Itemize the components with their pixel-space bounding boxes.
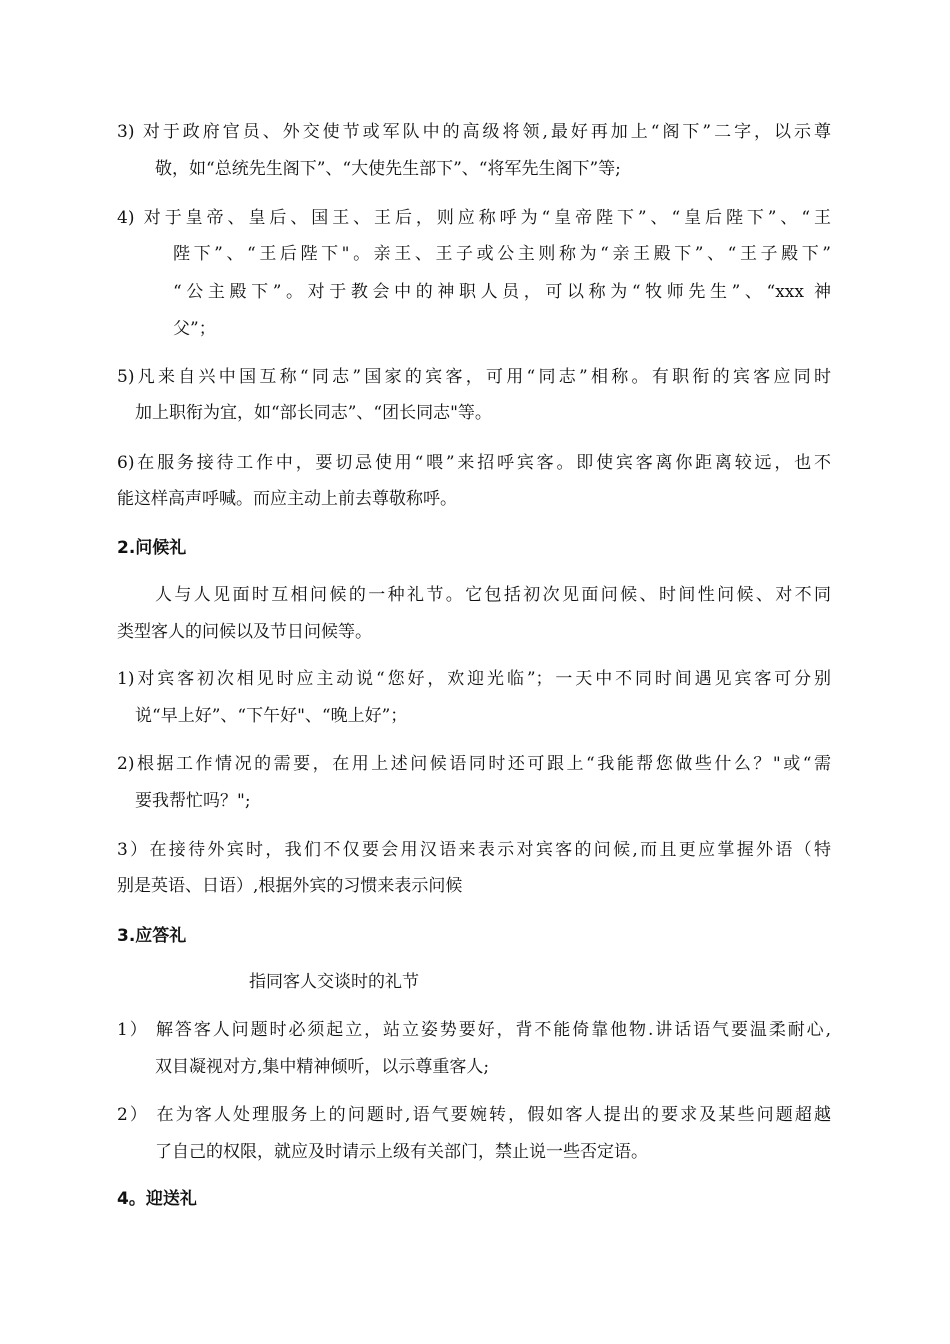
text-line-2: 敬，如“总统先生阁下”、“大使先生部下”、“将军先生阁下”等;: [155, 159, 621, 179]
text-line-14: 1)对宾客初次相见时应主动说“您好，欢迎光临”；一天中不同时间遇见宾客可分别: [117, 669, 831, 689]
text-line-23: 双目凝视对方,集中精神倾听，以示尊重客人;: [155, 1057, 490, 1077]
text-line-15: 说“早上好”、“下午好"、“晚上好”；: [135, 706, 408, 726]
text-line-17: 要我帮忙吗？";: [135, 791, 251, 811]
section-heading-4: 4。迎送礼: [117, 1189, 197, 1209]
text-line-13: 类型客人的问候以及节日问候等。: [117, 622, 372, 642]
text-line-8: 加上职衔为宜，如“部长同志”、“团长同志"等。: [135, 403, 492, 423]
text-line-22: 1） 解答客人问题时必须起立，站立姿势要好，背不能倚靠他物.讲话语气要温柔耐心,: [117, 1020, 831, 1040]
text-line-12: 人与人见面时互相问候的一种礼节。它包括初次见面问候、时间性问候、对不同: [155, 585, 831, 605]
text-line-10: 能这样高声呼喊。而应主动上前去尊敬称呼。: [117, 489, 457, 509]
text-line-25: 了自己的权限，就应及时请示上级有关部门，禁止说一些否定语。: [155, 1142, 648, 1162]
section-heading-2: 2.问候礼: [117, 538, 187, 558]
text-line-7: 5)凡来自兴中国互称“同志”国家的宾客，可用“同志”相称。有职衔的宾客应同时: [117, 367, 831, 387]
text-line-5: “公主殿下”。对于教会中的神职人员，可以称为“牧师先生”、“xxx 神: [173, 282, 831, 302]
text-line-6: 父”；: [173, 319, 216, 339]
text-line-18: 3）在接待外宾时，我们不仅要会用汉语来表示对宾客的问候,而且更应掌握外语（特: [117, 840, 831, 860]
text-line-21: 指同客人交谈时的礼节: [249, 972, 419, 992]
text-line-4: 陛下”、“王后陛下"。亲王、王子或公主则称为“亲王殿下”、“王子殿下”: [173, 244, 831, 264]
text-line-3: 4) 对于皇帝、皇后、国王、王后，则应称呼为“皇帝陛下”、“皇后陛下”、“王: [117, 208, 831, 228]
text-line-24: 2） 在为客人处理服务上的问题时,语气要婉转，假如客人提出的要求及某些问题超越: [117, 1105, 831, 1125]
text-line-19: 别是英语、日语）,根据外宾的习惯来表示问候: [117, 876, 463, 896]
text-line-9: 6)在服务接待工作中，要切忌使用“喂”来招呼宾客。即使宾客离你距离较远，也不: [117, 453, 831, 473]
section-heading-3: 3.应答礼: [117, 926, 187, 946]
text-line-1: 3) 对于政府官员、外交使节或军队中的高级将领,最好再加上“阁下”二字，以示尊: [117, 122, 831, 142]
text-line-16: 2)根据工作情况的需要，在用上述问候语同时还可跟上“我能帮您做些什么？"或“需: [117, 754, 831, 774]
